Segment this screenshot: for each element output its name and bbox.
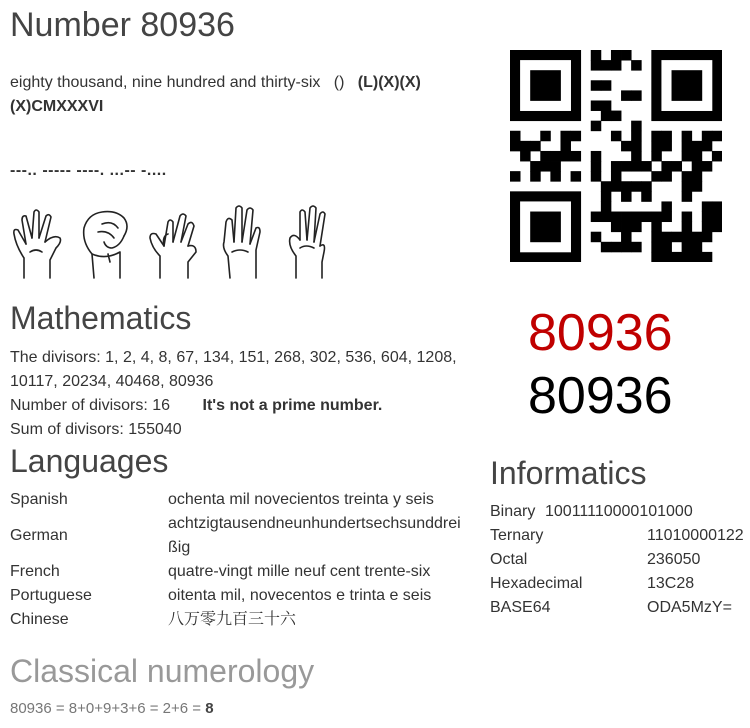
language-text: achtzigtausendneunhundertsechsunddreißig bbox=[168, 515, 461, 556]
informatics-label: Octal bbox=[490, 551, 528, 568]
number-in-words bbox=[10, 71, 480, 119]
page-title: Number 80936 bbox=[10, 6, 235, 44]
words-paren: () bbox=[333, 74, 345, 91]
divisor-sum-line bbox=[10, 418, 475, 442]
informatics-value: ODA5MzY= bbox=[647, 599, 732, 616]
languages-table bbox=[10, 488, 470, 632]
informatics-label: Hexadecimal bbox=[490, 575, 583, 592]
language-row bbox=[10, 512, 470, 560]
qr-code-icon bbox=[510, 50, 722, 267]
sign-0-hand-icon bbox=[78, 202, 134, 280]
informatics-row bbox=[490, 500, 748, 524]
informatics-value: 13C28 bbox=[647, 575, 695, 592]
numerology-equation bbox=[10, 700, 214, 717]
sign-3-hand-icon bbox=[214, 202, 270, 280]
sign-language-hands bbox=[10, 202, 338, 280]
language-text: quatre-vingt mille neuf cent trente-six bbox=[168, 563, 431, 580]
divisor-sum-label: Sum of divisors: bbox=[10, 421, 124, 438]
language-text: oitenta mil, novecentos e trinta e seis bbox=[168, 587, 432, 604]
language-row bbox=[10, 584, 470, 608]
morse-code: ---.. ----- ----. ...-- -.... bbox=[10, 162, 167, 179]
language-name: German bbox=[10, 527, 68, 544]
language-name: Portuguese bbox=[10, 587, 92, 604]
language-row bbox=[10, 560, 470, 584]
divisors-list: 1, 2, 4, 8, 67, 134, 151, 268, 302, 536, 604, 1208, 10117, 20234, 40468, 80936 bbox=[10, 349, 457, 390]
informatics-heading: Informatics bbox=[490, 455, 647, 491]
language-text: ochenta mil novecientos treinta y seis bbox=[168, 491, 434, 508]
informatics-value: 236050 bbox=[647, 551, 701, 568]
sign-6-hand-icon bbox=[282, 202, 338, 280]
numerology-result: 8 bbox=[205, 700, 214, 717]
language-row bbox=[10, 608, 470, 632]
language-row bbox=[10, 488, 470, 512]
informatics-row bbox=[490, 596, 748, 620]
mathematics-heading: Mathematics bbox=[10, 300, 192, 336]
number-display-red: 80936 bbox=[528, 304, 673, 362]
informatics-label: Binary bbox=[490, 503, 536, 520]
roman-numeral: (L)(X)(X)(X)CMXXXVI bbox=[10, 74, 421, 115]
divisor-count-line bbox=[10, 394, 475, 418]
informatics-section bbox=[490, 500, 748, 620]
informatics-row bbox=[490, 572, 748, 596]
divisor-count-label: Number of divisors: bbox=[10, 397, 148, 414]
informatics-label: BASE64 bbox=[490, 599, 551, 616]
divisor-count-value: 16 bbox=[152, 397, 171, 414]
informatics-row bbox=[490, 524, 748, 548]
divisors-line bbox=[10, 346, 475, 394]
sign-8-hand-icon bbox=[10, 202, 66, 280]
numerology-heading: Classical numerology bbox=[10, 653, 315, 689]
language-name: Chinese bbox=[10, 611, 69, 628]
language-text: 八万零九百三十六 bbox=[168, 611, 297, 628]
numerology-sum: 80936 = 8+0+9+3+6 = 2+6 = bbox=[10, 700, 202, 717]
number-display-black: 80936 bbox=[528, 367, 673, 425]
words-text: eighty thousand, nine hundred and thirty-six bbox=[10, 74, 321, 91]
informatics-row bbox=[490, 548, 748, 572]
divisors-label: The divisors: bbox=[10, 349, 101, 366]
sign-9-hand-icon bbox=[146, 202, 202, 280]
informatics-value: 10011110000101000 bbox=[545, 503, 693, 520]
languages-heading: Languages bbox=[10, 443, 169, 479]
language-name: French bbox=[10, 563, 60, 580]
divisor-sum-value: 155040 bbox=[128, 421, 182, 438]
language-name: Spanish bbox=[10, 491, 68, 508]
informatics-label: Ternary bbox=[490, 527, 544, 544]
prime-status: It's not a prime number. bbox=[202, 397, 383, 414]
mathematics-section bbox=[10, 346, 475, 442]
informatics-value: 11010000122 bbox=[647, 527, 744, 544]
